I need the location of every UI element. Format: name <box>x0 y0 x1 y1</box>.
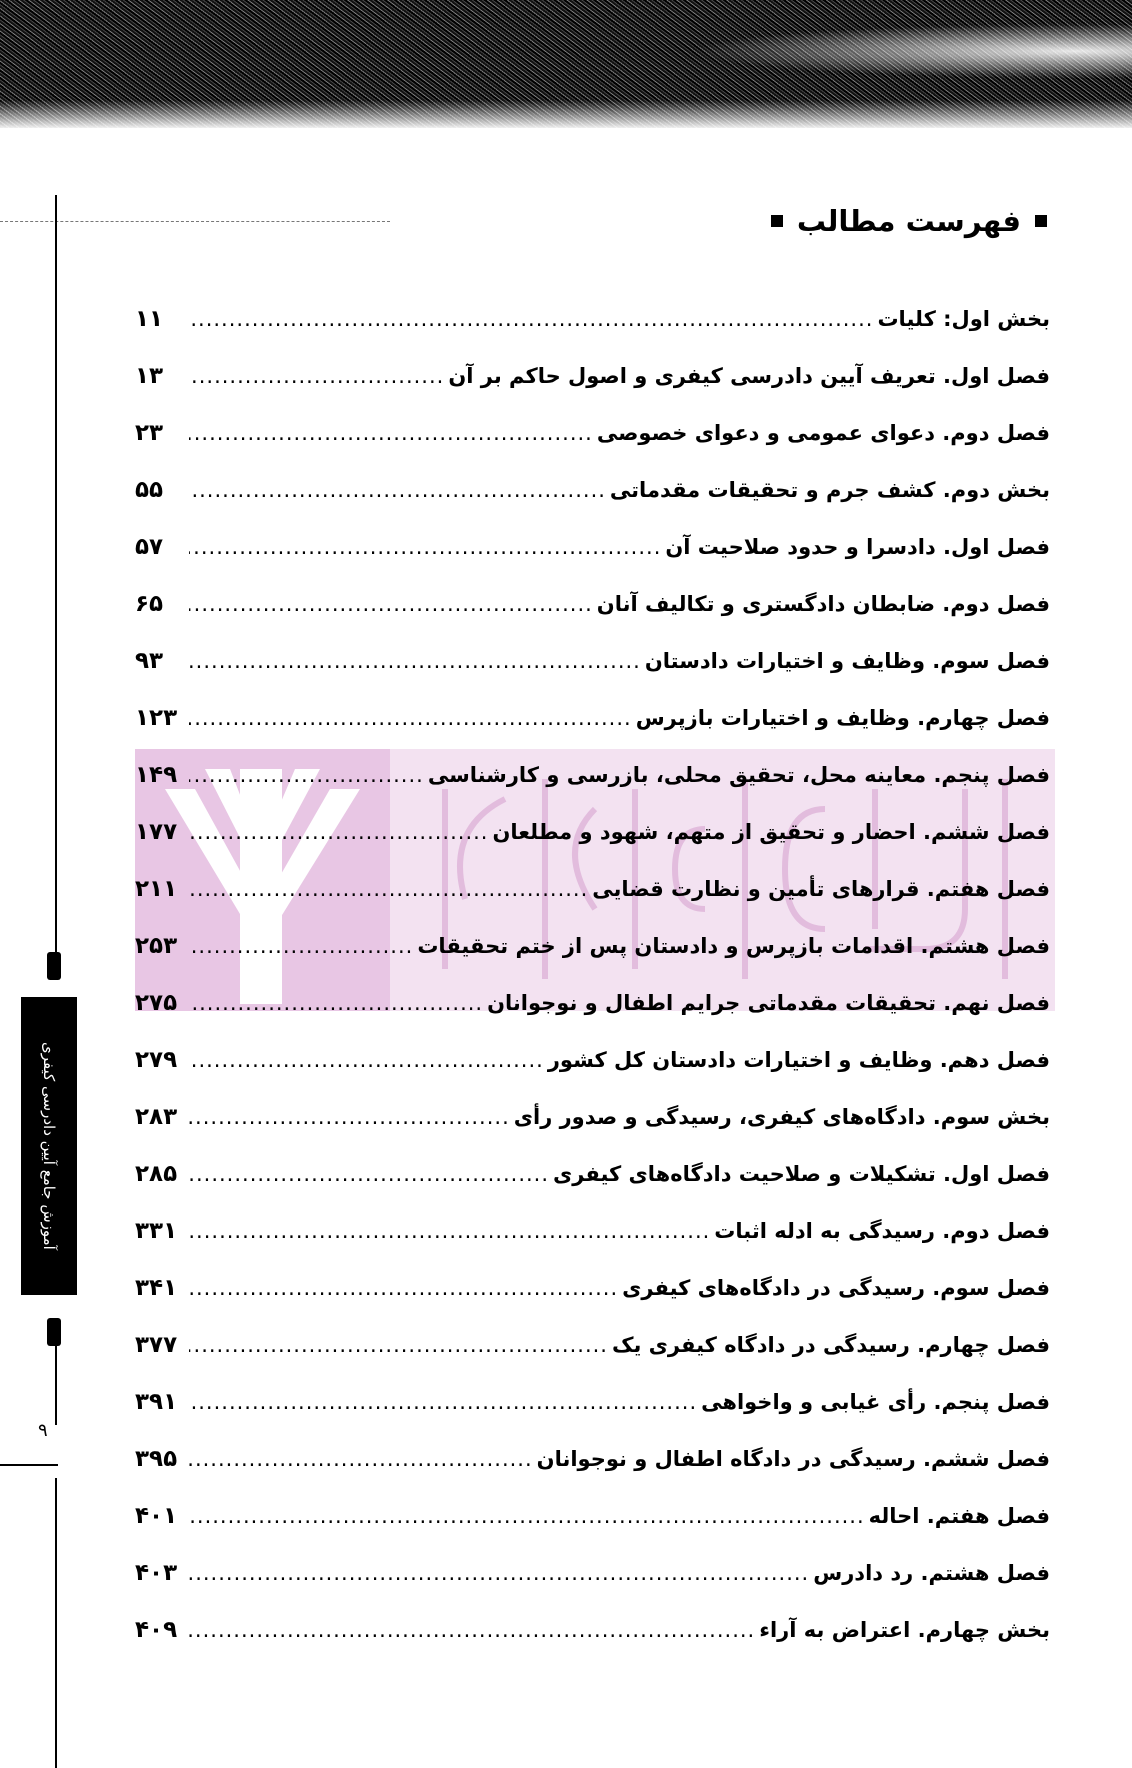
dot-leader <box>189 1447 533 1471</box>
page-title <box>771 204 1047 238</box>
margin-divider <box>0 1464 58 1466</box>
margin-marker <box>47 952 61 980</box>
toc-entry-title: فصل سوم. رسیدگی در دادگاه‌های کیفری <box>622 1275 1050 1300</box>
toc-entry[interactable] <box>135 347 1050 404</box>
bullet-square-icon <box>771 215 783 227</box>
dot-leader <box>189 763 424 787</box>
toc-entry[interactable] <box>135 1088 1050 1145</box>
toc-entry-title: بخش چهارم. اعتراض به آراء <box>759 1617 1050 1642</box>
dot-leader <box>189 1561 809 1585</box>
margin-line <box>55 1340 57 1425</box>
toc-entry[interactable] <box>135 1487 1050 1544</box>
toc-entry-page: ۱۲۳ <box>135 704 178 731</box>
toc-entry-title: فصل اول. دادسرا و حدود صلاحیت آن <box>665 534 1050 559</box>
toc-entry-title: فصل هفتم. قرارهای تأمین و نظارت قضایی <box>592 876 1050 901</box>
toc-entry-title: فصل پنجم. معاینه محل، تحقیق محلی، بازرسی و کارشناسی <box>427 762 1050 787</box>
toc-entry-page: ۳۳۱ <box>135 1217 178 1244</box>
dot-leader <box>189 1162 549 1186</box>
page-title-text: فهرست مطالب <box>796 204 1021 238</box>
dot-leader <box>189 877 588 901</box>
toc-entry[interactable] <box>135 1373 1050 1430</box>
dot-leader <box>189 1276 618 1300</box>
toc-entry-title: فصل دوم. دعوای عمومی و دعوای خصوصی <box>596 420 1050 445</box>
toc-entry-title: فصل دوم. رسیدگی به ادله اثبات <box>714 1218 1050 1243</box>
toc-entry-title: فصل دهم. وظایف و اختیارات دادستان کل کشور <box>547 1047 1050 1072</box>
dot-leader <box>189 1390 697 1414</box>
bullet-square-icon <box>1035 215 1047 227</box>
margin-marker <box>47 1318 61 1346</box>
toc-entry[interactable] <box>135 1031 1050 1088</box>
toc-entry-page: ۵۵ <box>135 476 164 503</box>
dot-leader <box>189 1048 544 1072</box>
side-tab <box>21 997 77 1295</box>
dot-leader <box>189 934 413 958</box>
toc-entry-page: ۳۴۱ <box>135 1274 178 1301</box>
toc-entry[interactable] <box>135 860 1050 917</box>
toc-entry-title: فصل چهارم. وظایف و اختیارات بازپرس <box>635 705 1050 730</box>
toc-entry-page: ۲۸۳ <box>135 1103 178 1130</box>
margin-line <box>55 195 57 955</box>
toc-entry-title: فصل اول. تشکیلات و صلاحیت دادگاه‌های کیفری <box>553 1161 1050 1186</box>
toc-entry-title: بخش دوم. کشف جرم و تحقیقات مقدماتی <box>609 477 1050 502</box>
header-fade <box>0 100 1132 130</box>
toc-entry[interactable] <box>135 290 1050 347</box>
toc-entry-page: ۳۷۷ <box>135 1331 178 1358</box>
toc-entry[interactable] <box>135 461 1050 518</box>
toc-entry-page: ۹۳ <box>135 647 164 674</box>
toc-entry-page: ۱۷۷ <box>135 818 178 845</box>
toc-entry-page: ۴۰۳ <box>135 1559 178 1586</box>
dot-leader <box>189 307 873 331</box>
toc-entry-page: ۲۷۹ <box>135 1046 178 1073</box>
dot-leader <box>189 991 483 1015</box>
toc-entry-title: فصل هفتم. احاله <box>868 1503 1050 1528</box>
toc-entry-title: فصل هشتم. اقدامات بازپرس و دادستان پس از ختم تحقیقات <box>417 933 1050 958</box>
toc-entry[interactable] <box>135 1430 1050 1487</box>
toc-entry-page: ۶۵ <box>135 590 164 617</box>
toc-entry[interactable] <box>135 575 1050 632</box>
toc-entry-title: فصل اول. تعریف آیین دادرسی کیفری و اصول حاکم بر آن <box>448 363 1050 388</box>
toc-entry-title: فصل نهم. تحقیقات مقدماتی جرایم اطفال و نوجوانان <box>487 990 1050 1015</box>
toc-entry[interactable] <box>135 803 1050 860</box>
toc-entry[interactable] <box>135 917 1050 974</box>
top-divider <box>0 221 390 222</box>
toc-entry[interactable] <box>135 1202 1050 1259</box>
toc-entry[interactable] <box>135 974 1050 1031</box>
dot-leader <box>189 421 593 445</box>
toc-entry-title: فصل هشتم. رد دادرس <box>813 1560 1050 1585</box>
toc-entry-title: فصل ششم. احضار و تحقیق از متهم، شهود و مطلعان <box>492 819 1050 844</box>
dot-leader <box>189 649 641 673</box>
toc-entry-page: ۲۸۵ <box>135 1160 178 1187</box>
toc-entry-title: فصل ششم. رسیدگی در دادگاه اطفال و نوجوانان <box>536 1446 1050 1471</box>
toc-entry-title: بخش سوم. دادگاه‌های کیفری، رسیدگی و صدور رأی <box>513 1104 1050 1129</box>
toc-entry[interactable] <box>135 1601 1050 1658</box>
dot-leader <box>189 1105 510 1129</box>
page-number: ۹ <box>38 1420 48 1441</box>
table-of-contents <box>135 290 1050 1658</box>
toc-entry[interactable] <box>135 404 1050 461</box>
toc-entry[interactable] <box>135 1544 1050 1601</box>
toc-entry[interactable] <box>135 1316 1050 1373</box>
toc-entry[interactable] <box>135 518 1050 575</box>
dot-leader <box>189 592 593 616</box>
dot-leader <box>189 535 661 559</box>
toc-entry-page: ۲۱۱ <box>135 875 178 902</box>
dot-leader <box>189 1219 710 1243</box>
toc-entry[interactable] <box>135 1145 1050 1202</box>
toc-entry[interactable] <box>135 1259 1050 1316</box>
margin-line <box>55 1478 57 1768</box>
toc-entry-title: فصل سوم. وظایف و اختیارات دادستان <box>644 648 1050 673</box>
toc-entry-title: بخش اول: کلیات <box>877 306 1050 331</box>
toc-entry-page: ۲۷۵ <box>135 989 178 1016</box>
toc-entry-title: فصل دوم. ضابطان دادگستری و تکالیف آنان <box>596 591 1050 616</box>
toc-entry[interactable] <box>135 746 1050 803</box>
toc-entry-page: ۱۳ <box>135 362 164 389</box>
toc-entry-page: ۱۱ <box>135 305 164 332</box>
dot-leader <box>189 478 606 502</box>
toc-entry-title: فصل چهارم. رسیدگی در دادگاه کیفری یک <box>611 1332 1050 1357</box>
toc-entry-page: ۳۹۵ <box>135 1445 178 1472</box>
dot-leader <box>189 706 632 730</box>
toc-entry-title: فصل پنجم. رأی غیابی و واخواهی <box>701 1389 1050 1414</box>
toc-entry-page: ۱۴۹ <box>135 761 178 788</box>
toc-entry[interactable] <box>135 689 1050 746</box>
dot-leader <box>189 820 488 844</box>
toc-entry-page: ۴۰۱ <box>135 1502 178 1529</box>
toc-entry-page: ۲۳ <box>135 419 164 446</box>
toc-entry-page: ۴۰۹ <box>135 1616 178 1643</box>
dot-leader <box>189 1333 608 1357</box>
dot-leader <box>189 364 444 388</box>
dot-leader <box>189 1504 865 1528</box>
toc-entry-page: ۵۷ <box>135 533 164 560</box>
toc-entry[interactable] <box>135 632 1050 689</box>
toc-entry-page: ۲۵۳ <box>135 932 178 959</box>
dot-leader <box>189 1618 755 1642</box>
toc-entry-page: ۳۹۱ <box>135 1388 178 1415</box>
side-tab-label: آموزش جامع آیین دادرسی کیفری <box>40 1042 58 1250</box>
